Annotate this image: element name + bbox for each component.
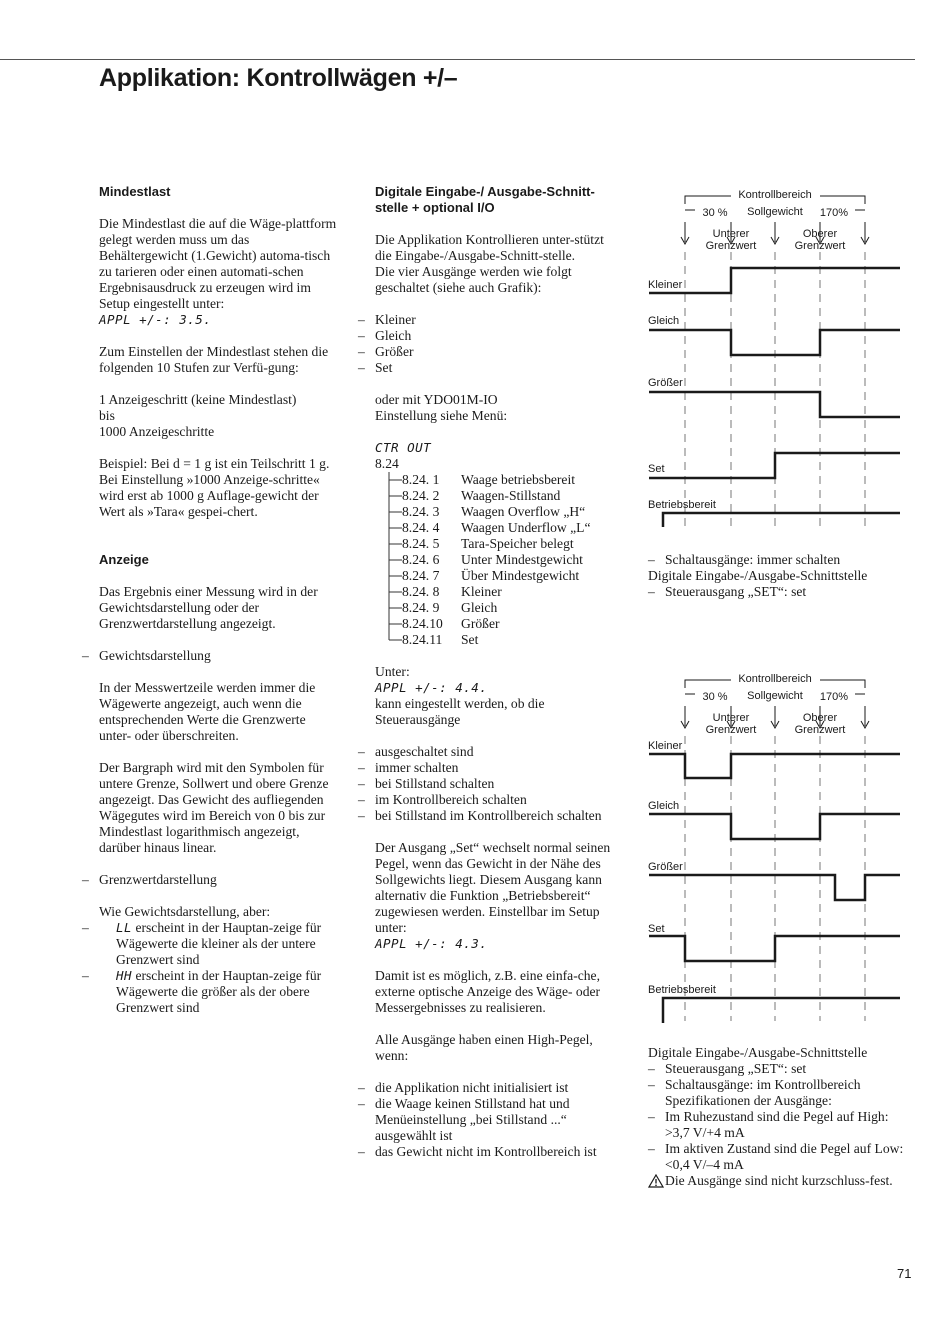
signal-label: Betriebsbereit xyxy=(648,499,716,511)
section-heading-mindestlast: Mindestlast xyxy=(99,184,171,199)
label-kontrollbereich: Kontrollbereich xyxy=(738,673,812,685)
menu-item-label: Waagen-Stillstand xyxy=(461,488,561,503)
paragraph: bis xyxy=(99,408,115,423)
signal-label: Kleiner xyxy=(648,740,683,752)
menu-item xyxy=(375,536,615,552)
paragraph: kann eingestellt werden, ob die Steuerausgänge xyxy=(375,696,545,727)
menu-item-number: 8.24. 2 xyxy=(402,488,440,503)
menu-item xyxy=(375,568,615,584)
page-title: Applikation: Kontrollwägen +/– xyxy=(99,64,458,92)
caption-title: Digitale Eingabe-/Ausgabe-Schnittstelle xyxy=(648,568,868,583)
menu-item xyxy=(375,552,615,568)
menu-item-label: Waagen Underflow „L“ xyxy=(461,520,591,535)
menu-item-number: 8.24. 6 xyxy=(402,552,440,567)
timing-diagram-immer xyxy=(645,182,905,547)
label-30: 30 % xyxy=(702,691,728,703)
menu-item-number: 8.24. 1 xyxy=(402,472,440,487)
menu-item xyxy=(375,632,615,648)
caption-text: Spezifikationen der Ausgänge: xyxy=(665,1093,832,1108)
list-item: – die Applikation nicht initialisiert ist xyxy=(375,1080,615,1096)
menu-item-label: Größer xyxy=(461,616,500,631)
label-oberer-grenzwert: Grenzwert xyxy=(794,240,846,252)
caption-item: – Schaltausgänge: im Kontrollbereich xyxy=(648,1077,908,1093)
list-item-text: erscheint in der Hauptan-zeige für Wägewerte die kleiner als der untere Grenzwert sind xyxy=(116,920,322,967)
menu-item xyxy=(375,584,615,600)
menu-item-label: Tara-Speicher belegt xyxy=(461,536,574,551)
label-sollgewicht: Sollgewicht xyxy=(747,206,803,218)
list-item: – Größer xyxy=(375,344,615,360)
list-item: – Gleich xyxy=(375,328,615,344)
timing-diagram-kontrollbereich xyxy=(645,666,905,1036)
menu-code: CTR OUT xyxy=(375,440,432,455)
diagram-caption-1 xyxy=(648,552,908,600)
paragraph: Einstellung siehe Menü: xyxy=(375,408,508,423)
list-item: – im Kontrollbereich schalten xyxy=(375,792,615,808)
list-item: – das Gewicht nicht im Kontrollbereich ist xyxy=(375,1144,615,1160)
paragraph: 1 Anzeigeschritt (keine Mindestlast) xyxy=(99,392,297,407)
paragraph: Der Ausgang „Set“ wechselt normal seinen Pegel, wenn das Gewicht in der Nähe des Sollgewichts liegt. Diesem Ausgang kann alternativ die Funktion „Betriebsbereit“ zugewiesen werden. Einstellbar im Setup unter: xyxy=(375,840,611,935)
label-sollgewicht: Sollgewicht xyxy=(747,690,803,702)
warning-icon xyxy=(648,1174,664,1188)
list-item: – die Waage keinen Stillstand hat und Menüeinstellung „bei Stillstand ...“ ausgewählt ist xyxy=(375,1096,615,1144)
list-item: – Grenzwertdarstellung xyxy=(99,872,339,888)
setup-code: APPL +/-: 4.4. xyxy=(375,680,488,695)
list-item: – Kleiner xyxy=(375,312,615,328)
paragraph: Zum Einstellen der Mindestlast stehen die folgenden 10 Stufen zur Verfü-gung: xyxy=(99,344,329,375)
menu-item xyxy=(375,488,615,504)
signal-trace xyxy=(663,513,900,527)
column-middle xyxy=(375,184,615,1160)
display-code: LL xyxy=(116,920,133,935)
list-item: – bei Stillstand schalten xyxy=(375,776,615,792)
caption-item: – Im Ruhezustand sind die Pegel auf High: >3,7 V/+4 mA xyxy=(648,1109,908,1141)
signal-label: Größer xyxy=(648,377,683,389)
diagram-caption-2 xyxy=(648,1045,908,1189)
menu-item-label: Gleich xyxy=(461,600,498,615)
label-170: 170% xyxy=(819,691,849,703)
caption-title: Digitale Eingabe-/Ausgabe-Schnittstelle xyxy=(648,1045,868,1060)
paragraph: Der Bargraph wird mit den Symbolen für untere Grenze, Sollwert und obere Grenze angezeigt. Das Gewicht des aufliegenden Wägegutes wird im Bereich von 0 bis zur Mindestlast logarithmisch angezeigt, darüber hinaus linear. xyxy=(99,760,329,855)
list-item-text: erscheint in der Hauptan-zeige für Wägewerte die größer als der obere Grenzwert sind xyxy=(116,968,322,1015)
setup-code: APPL +/-: 3.5. xyxy=(99,312,212,327)
list-item: – bei Stillstand im Kontrollbereich schalten xyxy=(375,808,615,824)
label-oberer: Oberer xyxy=(802,228,838,240)
section-heading-anzeige: Anzeige xyxy=(99,552,149,567)
paragraph: Alle Ausgänge haben einen High-Pegel, wenn: xyxy=(375,1032,593,1063)
paragraph: Wie Gewichtsdarstellung, aber: xyxy=(99,904,271,919)
menu-item-label: Über Mindestgewicht xyxy=(461,568,580,583)
menu-item-label: Waagen Overflow „H“ xyxy=(461,504,586,519)
menu-item-label: Unter Mindestgewicht xyxy=(461,552,583,567)
menu-item-number: 8.24. 9 xyxy=(402,600,440,615)
signal-label: Set xyxy=(648,923,665,935)
list-item xyxy=(99,968,339,1016)
label-30: 30 % xyxy=(702,207,728,219)
column-left xyxy=(99,184,339,1016)
menu-item-label: Set xyxy=(461,632,479,647)
label-unterer: Unterer xyxy=(712,712,750,724)
list-item: – Set xyxy=(375,360,615,376)
caption-item: – Im aktiven Zustand sind die Pegel auf Low: <0,4 V/–4 mA xyxy=(648,1141,908,1173)
signal-label: Gleich xyxy=(648,800,680,812)
menu-item xyxy=(375,520,615,536)
signal-trace xyxy=(649,453,900,478)
menu-item-number: 8.24. 7 xyxy=(402,568,440,583)
menu-item xyxy=(375,472,615,488)
paragraph: Beispiel: Bei d = 1 g ist ein Teilschritt 1 g. Bei Einstellung »1000 Anzeige-schritte« wird erst ab 1000 g Auflage-gewicht der Wert als »Tara« gespei-chert. xyxy=(99,456,330,519)
menu-item-number: 8.24. 3 xyxy=(402,504,440,519)
signal-trace xyxy=(649,936,900,961)
label-unterer: Unterer xyxy=(712,228,750,240)
signal-label: Kleiner xyxy=(648,279,683,291)
setup-code: APPL +/-: 4.3. xyxy=(375,936,488,951)
paragraph: oder mit YDO01M-IO xyxy=(375,392,498,407)
display-code: HH xyxy=(116,968,133,983)
label-oberer-grenzwert: Grenzwert xyxy=(794,724,846,736)
menu-item-label: Waage betriebsbereit xyxy=(461,472,576,487)
paragraph: Die vier Ausgänge werden wie folgt geschaltet (siehe auch Grafik): xyxy=(375,264,572,295)
paragraph: Damit ist es möglich, z.B. eine einfa-che, externe optische Anzeige des Wäge- oder Messergebnisses zu realisieren. xyxy=(375,968,601,1015)
paragraph: 1000 Anzeigeschritte xyxy=(99,424,215,439)
list-item: – ausgeschaltet sind xyxy=(375,744,615,760)
caption-item: – Steuerausgang „SET“: set xyxy=(648,1061,908,1077)
page-number: 71 xyxy=(897,1266,912,1281)
warning-text: Die Ausgänge sind nicht kurzschluss-fest. xyxy=(665,1173,893,1188)
section-heading-io: Digitale Eingabe-/ Ausgabe-Schnitt-stelle + optional I/O xyxy=(375,184,595,215)
menu-item-number: 8.24. 8 xyxy=(402,584,440,599)
signal-label: Größer xyxy=(648,861,683,873)
header-rule xyxy=(0,59,915,60)
menu-item-label: Kleiner xyxy=(461,584,502,599)
list-item xyxy=(99,920,339,968)
paragraph: Das Ergebnis einer Messung wird in der Gewichtsdarstellung oder der Grenzwertdarstellung angezeigt. xyxy=(99,584,318,631)
caption-item: – Steuerausgang „SET“: set xyxy=(648,584,908,600)
warning-note xyxy=(648,1173,908,1189)
label-oberer: Oberer xyxy=(802,712,838,724)
menu-item xyxy=(375,616,615,632)
menu-item-number: 8.24.10 xyxy=(402,616,443,631)
menu-item xyxy=(375,600,615,616)
menu-item-number: 8.24.11 xyxy=(402,632,443,647)
list-item: – immer schalten xyxy=(375,760,615,776)
signal-trace xyxy=(663,998,900,1023)
label-kontrollbereich: Kontrollbereich xyxy=(738,189,812,201)
menu-root: 8.24 xyxy=(375,456,399,471)
menu-item xyxy=(375,504,615,520)
label-unterer-grenzwert: Grenzwert xyxy=(705,240,757,252)
signal-label: Gleich xyxy=(648,315,680,327)
signal-label: Betriebsbereit xyxy=(648,984,716,996)
menu-item-number: 8.24. 5 xyxy=(402,536,440,551)
list-item: – Gewichtsdarstellung xyxy=(99,648,339,664)
label-unterer-grenzwert: Grenzwert xyxy=(705,724,757,736)
menu-item-number: 8.24. 4 xyxy=(402,520,440,535)
paragraph: Unter: xyxy=(375,664,410,679)
signal-label: Set xyxy=(648,463,665,475)
caption-item: – Schaltausgänge: immer schalten xyxy=(648,552,908,568)
menu-tree xyxy=(375,472,615,648)
paragraph: In der Messwertzeile werden immer die Wägewerte angezeigt, auch wenn die entsprechenden Werte die Grenzwerte unter- oder überschreiten. xyxy=(99,680,316,743)
paragraph: Die Applikation Kontrollieren unter-stützt die Eingabe-/Ausgabe-Schnitt-stelle. xyxy=(375,232,604,263)
label-170: 170% xyxy=(819,207,849,219)
paragraph: Die Mindestlast die auf die Wäge-plattform gelegt werden muss um das Behältergewicht (1.Gewicht) automa-tisch zu tarieren oder einen automati-schen Ergebnisausdruck zu erzeugen wird im Setup eingestellt unter: xyxy=(99,216,337,311)
